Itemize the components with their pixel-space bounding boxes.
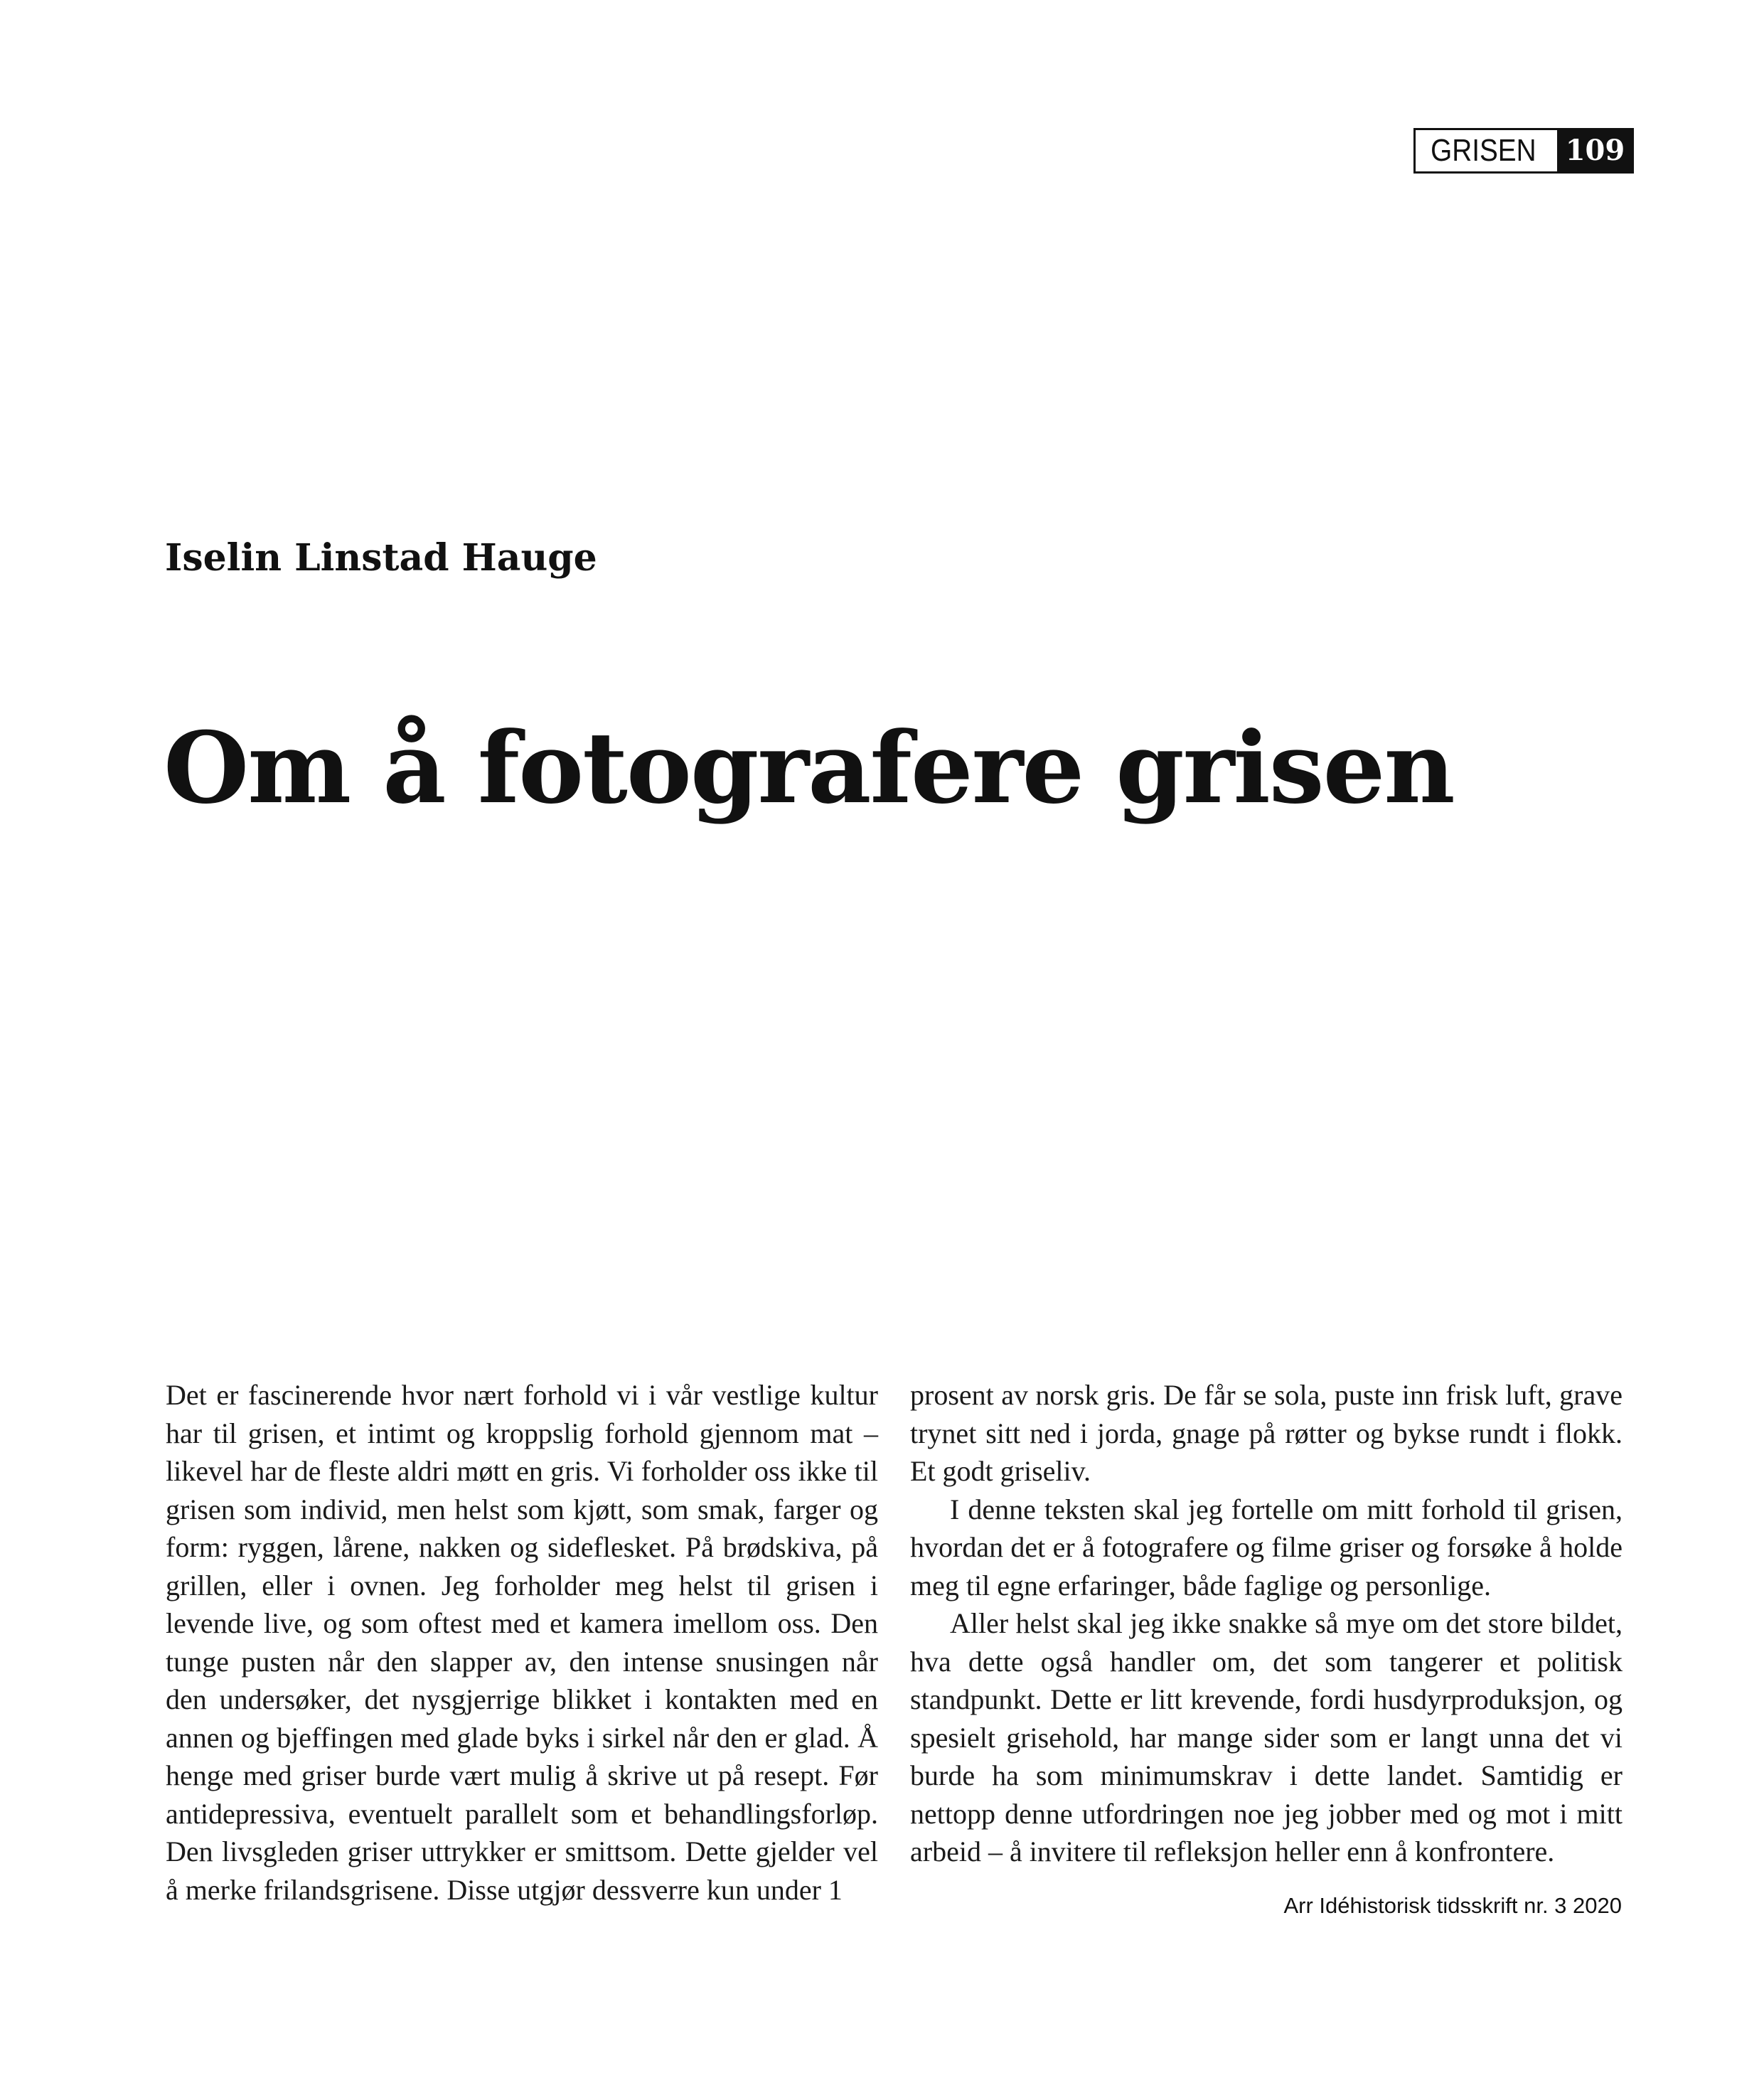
body-column-right <box>910 1376 1623 1871</box>
running-head <box>1413 128 1634 174</box>
paragraph: I denne teksten skal jeg fortelle om mitt forhold til grisen, hvordan det er å fotografere og filme griser og forsøke å holde meg til egne erfaringer, både faglige og personlige. <box>910 1493 1623 1601</box>
paragraph: Aller helst skal jeg ikke snakke så mye om det store bildet, hva dette også handler om, det som tangerer et politisk standpunkt. Dette er litt krevende, fordi husdyrproduksjon, og spesielt grisehold, har mange sider som er langt unna det vi burde ha som minimumskrav i dette landet. Samtidig er nettopp denne utfordringen noe jeg jobber med og mot i mitt arbeid – å invitere til refleksjon heller enn å konfrontere. <box>910 1607 1623 1867</box>
journal-footer: Arr Idéhistorisk tidsskrift nr. 3 2020 <box>1283 1893 1622 1918</box>
paragraph: prosent av norsk gris. De får se sola, puste inn frisk luft, grave trynet sitt ned i jorda, gnage på røtter og bykse rundt i flokk. Et godt griseliv. <box>910 1379 1623 1487</box>
page-number: 109 <box>1557 130 1632 171</box>
running-head-section: GRISEN <box>1431 133 1536 168</box>
article-title: Om å fotografere grisen <box>164 710 1454 826</box>
article-author: Iselin Linstad Hauge <box>165 536 597 580</box>
paragraph: Det er fascinerende hvor nært forhold vi i vår vestlige kultur har til grisen, et intimt og kroppslig forhold gjennom mat – likevel har de fleste aldri møtt en gris. Vi forholder oss ikke til grisen som individ, men helst som kjøtt, som smak, farger og form: ryggen, lårene, nakken og sideflesket. På brødskiva, på grillen, eller i ovnen. Jeg forholder meg helst til grisen i levende live, og som oftest med et kamera imellom oss. Den tunge pusten når den slapper av, den intense snusingen når den undersøker, det nysgjerrige blikket i kontakten med en annen og bjeffingen med glade byks i sirkel når den er glad. Å henge med griser burde vært mulig å skrive ut på resept. Før antidepressiva, eventuelt parallelt som et behandlingsforløp. Den livsgleden griser uttrykker er smittsom. Dette gjelder vel å merke frilandsgrisene. Disse utgjør dessverre kun under 1 <box>166 1379 878 1906</box>
body-column-left <box>166 1376 878 1909</box>
